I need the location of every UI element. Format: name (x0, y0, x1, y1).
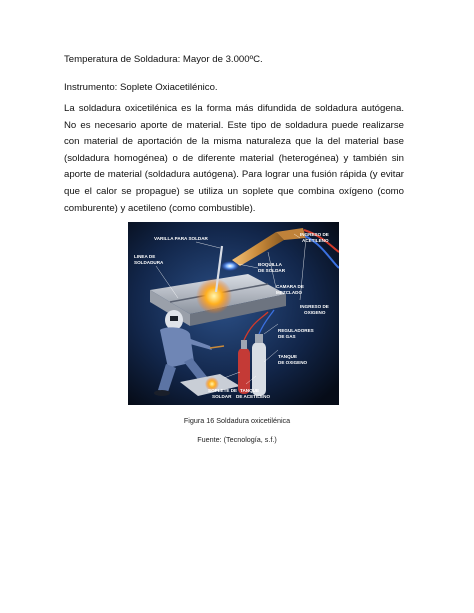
label-boquilla-1: BOQUILLA (258, 262, 282, 267)
figure-caption: Figura 16 Soldadura oxicetilénica (183, 416, 291, 425)
label-tanque-acetileno-2: DE ACETILENO (236, 394, 271, 399)
label-tanque-oxigeno-2: DE OXIGENO (278, 360, 308, 365)
label-camara-1: CAMARA DE (276, 284, 304, 289)
torch-flame (221, 261, 239, 271)
label-ingreso-acetileno-2: ACETILENO (302, 238, 329, 243)
temperature-line: Temperatura de Soldadura: Mayor de 3.000ºC. (64, 54, 263, 65)
figure-source: Fuente: (Tecnología, s.f.) (197, 435, 277, 444)
label-linea-1: LINEA DE (134, 254, 156, 259)
label-ingreso-oxigeno-1: INGRESO DE (300, 304, 329, 309)
body-paragraph: La soldadura oxicetilénica es la forma más difundida de soldadura autógena. No es necesario aporte de material. Este tipo de soldadura puede realizarse con material de aportación de la misma naturaleza que la del material base (soldadura homogénea) o de diferente material (heterogénea) y también sin aporte de material (soldadura autógena). Para lograr una fusión rápida (y evitar que el calor se propague) se utiliza un soplete que combina oxígeno (como comburente) y acetileno (como combustible). (64, 103, 404, 214)
label-ingreso-acetileno-1: INGRESO DE (300, 232, 329, 237)
welding-illustration (128, 222, 339, 405)
label-ingreso-oxigeno-2: OXIGENO (304, 310, 326, 315)
label-varilla: VARILLA PARA SOLDAR (154, 236, 208, 241)
label-reguladores-1: REGULADORES (278, 328, 314, 333)
label-tanque-oxigeno-1: TANQUE (278, 354, 298, 359)
label-linea-2: SOLDADURA (134, 260, 164, 265)
label-boquilla-2: DE SOLDAR (258, 268, 286, 273)
label-reguladores-2: DE GAS (278, 334, 296, 339)
label-tanque-acetileno-1: TANQUE (240, 388, 260, 393)
label-soplete-1: SOPLETE DE (208, 388, 238, 393)
label-camara-2: MEZCLADO (276, 290, 303, 295)
label-soplete-2: SOLDAR (212, 394, 232, 399)
weld-glow (196, 278, 232, 314)
instrument-line: Instrumento: Soplete Oxiacetilénico. (64, 82, 218, 93)
